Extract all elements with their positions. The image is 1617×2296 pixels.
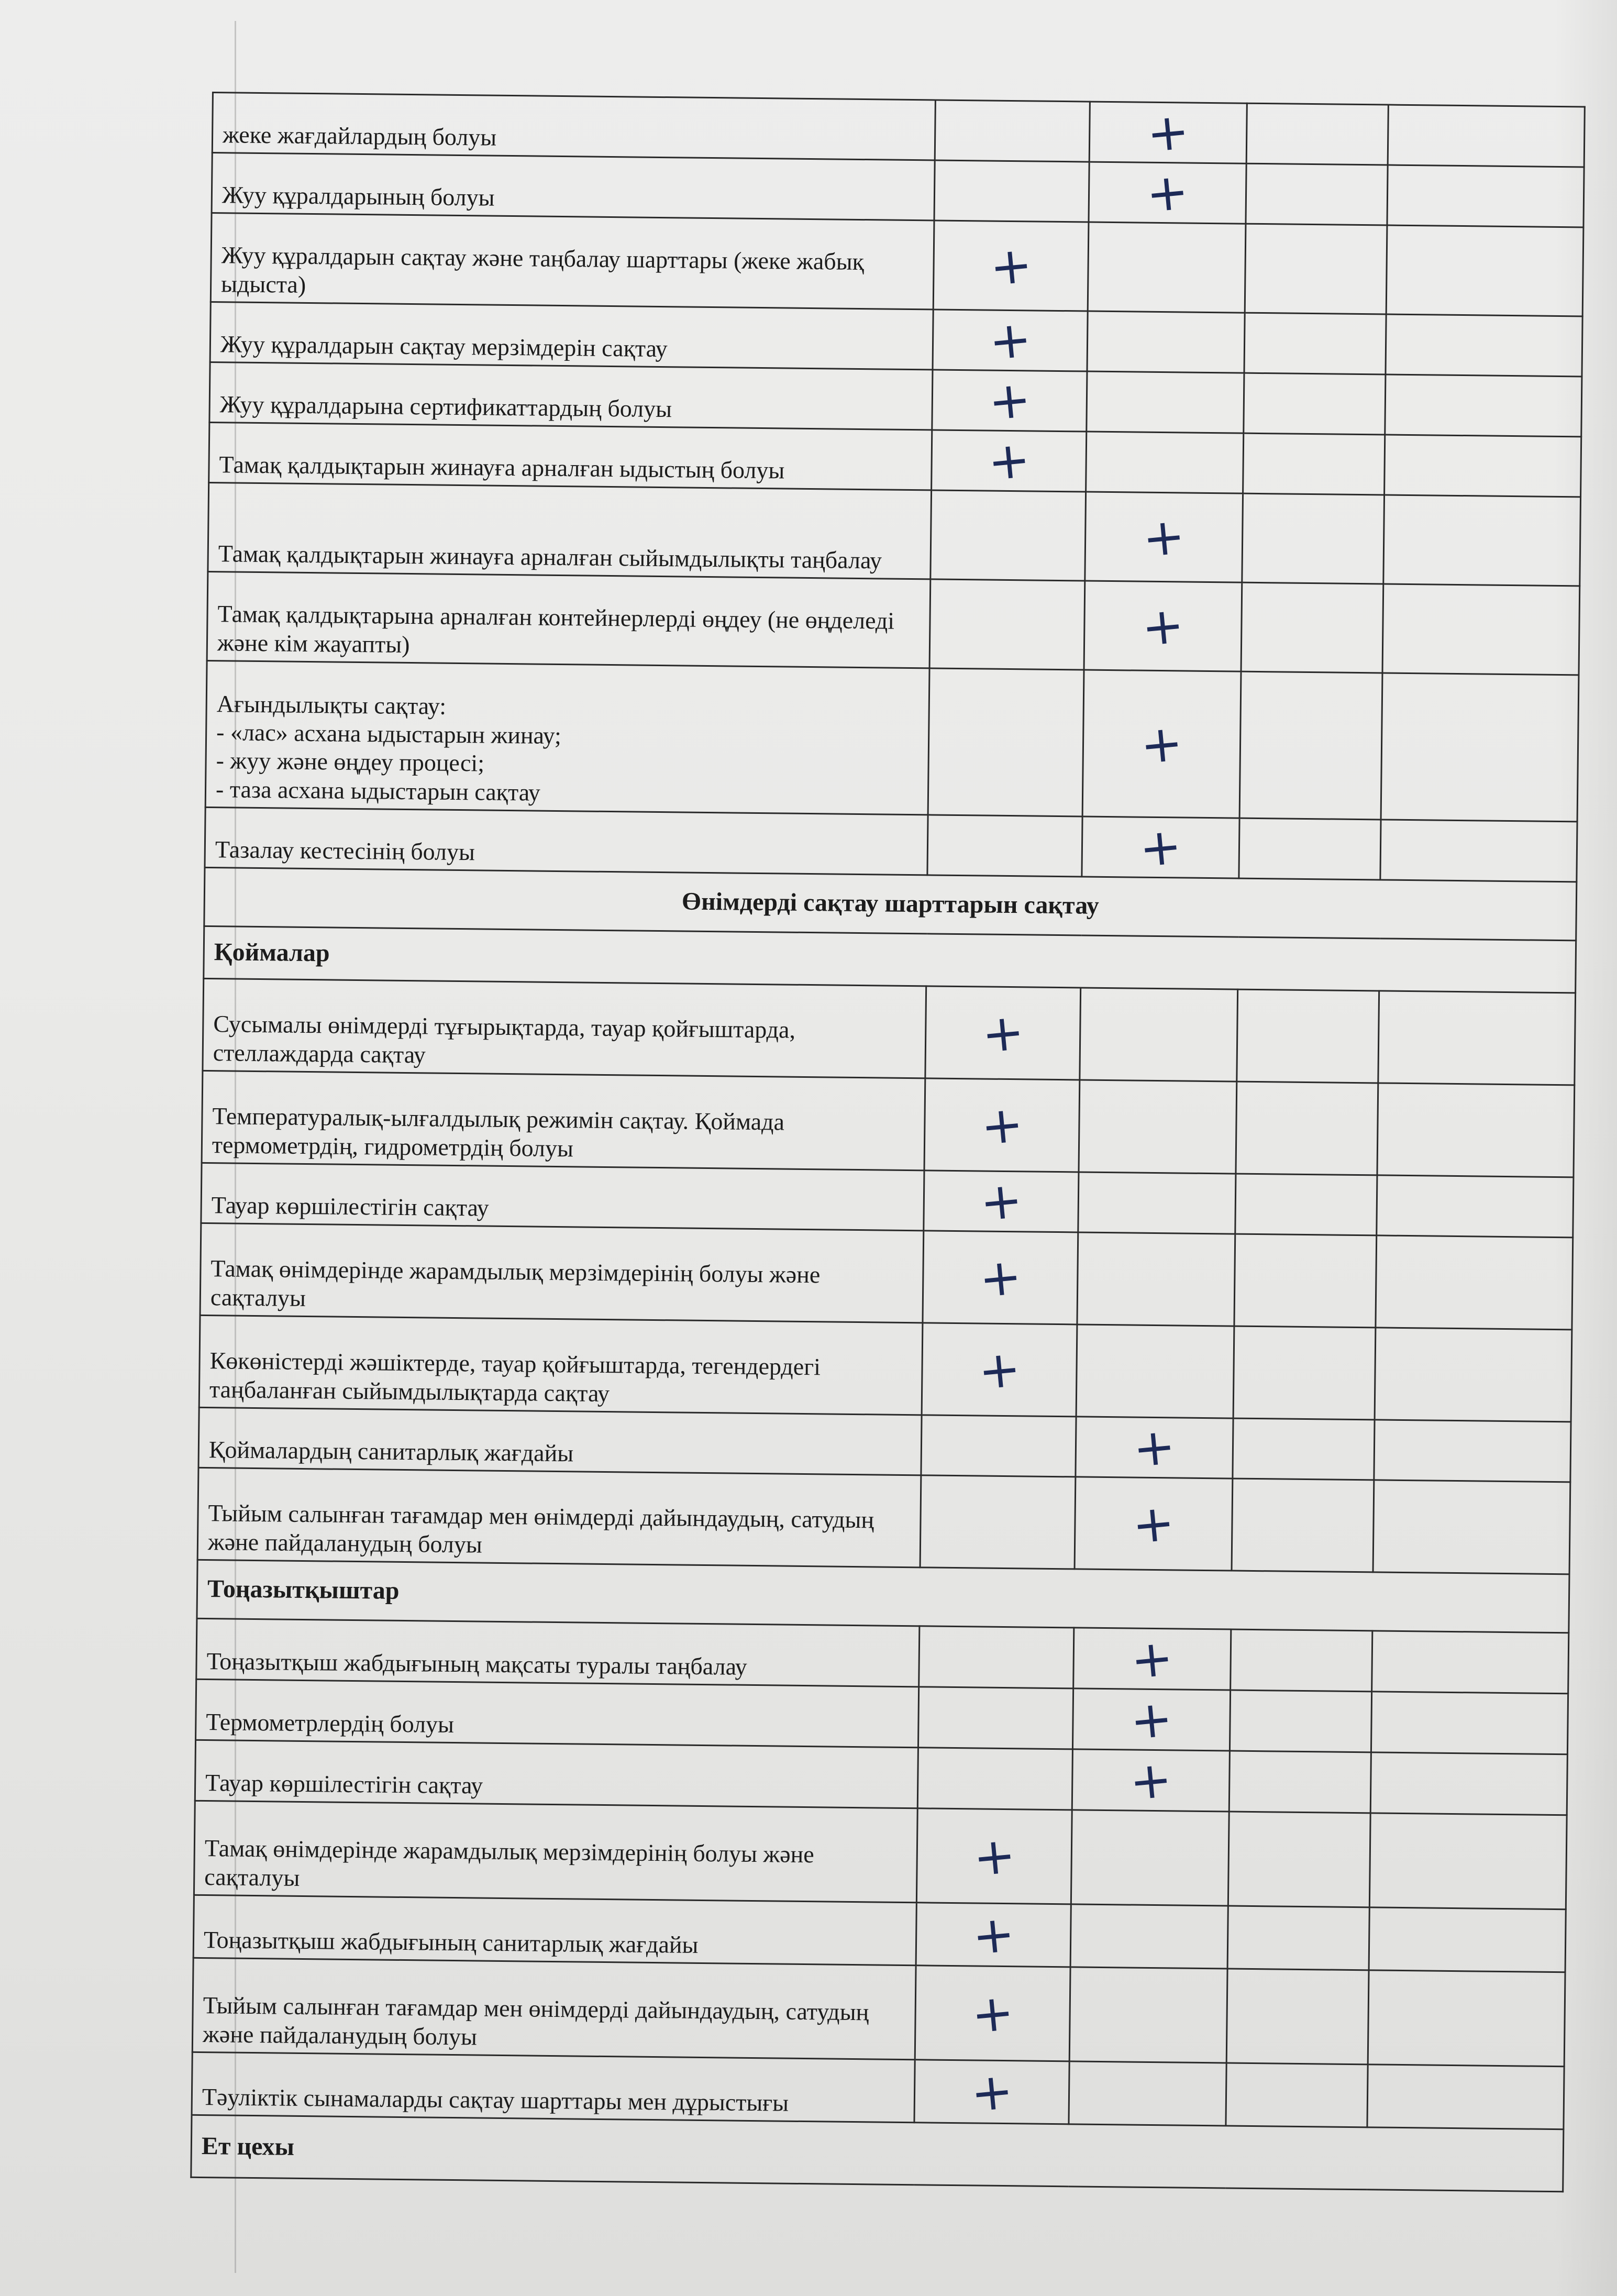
criterion-label: Тауар көршілестігін сақтау	[195, 1740, 918, 1808]
check-mark-cell	[1370, 1752, 1567, 1815]
criterion-label: Тәуліктік сынамаларды сақтау шарттары мен дұрыстығы	[192, 2052, 915, 2122]
check-mark-cell: +	[1072, 1688, 1230, 1751]
check-mark-cell	[1388, 105, 1585, 167]
check-mark-cell: +	[933, 310, 1088, 371]
table-row	[203, 978, 1576, 1085]
check-mark-cell	[1369, 1813, 1567, 1909]
check-mark-cell	[1236, 1081, 1378, 1175]
check-mark-cell	[1229, 1751, 1371, 1813]
check-mark-cell: +	[914, 2060, 1069, 2124]
check-mark-cell	[1226, 2063, 1368, 2127]
check-mark-cell	[1231, 1629, 1372, 1692]
criterion-label: Тауар көршілестігін сақтау	[201, 1163, 924, 1230]
check-mark-cell	[1230, 1690, 1371, 1752]
table-row	[197, 1467, 1570, 1574]
check-mark-cell	[1378, 991, 1576, 1085]
check-mark-cell	[1234, 1234, 1377, 1328]
check-mark-cell	[1078, 1172, 1236, 1234]
check-mark-cell	[1241, 582, 1383, 673]
criterion-label: Жуу құралдарының болуы	[212, 153, 935, 220]
criterion-label: Тыйым салынған тағамдар мен өнімдерді дайындаудың, сатудың және пайдаланудың болуы	[197, 1467, 921, 1567]
table-row	[207, 571, 1580, 675]
check-mark-cell	[917, 1748, 1072, 1810]
check-mark-cell	[1386, 225, 1583, 316]
criterion-label: Жуу құралдарына сертификаттардың болуы	[209, 362, 933, 429]
check-mark-cell	[1244, 313, 1386, 374]
check-mark-cell	[1245, 224, 1387, 314]
check-mark-cell	[1371, 1692, 1568, 1754]
criterion-label: Тамақ өнімдерінде жарамдылық мерзімдерінің болуы және сақталуы	[194, 1801, 917, 1902]
check-mark-cell: +	[1084, 581, 1242, 671]
criterion-label: Тоңазытқыш жабдығының мақсаты туралы таңбалау	[196, 1618, 920, 1686]
check-mark-cell	[1239, 818, 1381, 880]
check-mark-cell: +	[1089, 162, 1246, 224]
check-mark-cell	[921, 1415, 1076, 1477]
check-mark-cell	[1367, 2065, 1564, 2129]
criterion-label: Тоңазытқыш жабдығының санитарлық жағдайы	[193, 1895, 916, 1965]
flow-item: - таза асхана ыдыстарын сақтау	[215, 775, 541, 806]
check-mark-cell	[1226, 1969, 1369, 2065]
check-mark-cell	[1385, 374, 1582, 437]
check-mark-cell	[1381, 673, 1579, 822]
criterion-label: Тамақ қалдықтарын жинауға арналған ыдыстың болуы	[209, 422, 932, 490]
table-row	[211, 213, 1583, 316]
check-mark-cell	[1368, 1970, 1565, 2067]
flow-item: - «лас» асхана ыдыстарын жинау;	[216, 719, 562, 749]
check-mark-cell	[1088, 222, 1246, 313]
criterion-label: Температуралық-ылғалдылық режимін сақтау. Қоймада термометрдің, гидрометрдің болуы	[202, 1070, 925, 1170]
check-mark-cell: +	[924, 1078, 1080, 1172]
check-mark-cell	[920, 1475, 1076, 1569]
inspection-checklist-table	[190, 92, 1586, 2192]
flow-title: Ағындылықты сақтау:	[216, 690, 447, 720]
check-mark-cell	[1377, 1175, 1574, 1238]
table-row-flow	[205, 660, 1579, 821]
check-mark-cell: +	[923, 1231, 1078, 1324]
check-mark-cell: +	[1075, 1477, 1233, 1571]
criterion-label: Тазалау кестесінің болуы	[205, 807, 928, 875]
check-mark-cell	[931, 490, 1086, 581]
criterion-label: жеке жағдайлардың болуы	[212, 93, 935, 160]
check-mark-cell: +	[932, 430, 1087, 492]
check-mark-cell: +	[933, 220, 1089, 311]
check-mark-cell: +	[924, 1171, 1079, 1232]
check-mark-cell: +	[925, 986, 1081, 1080]
check-mark-cell	[1079, 1080, 1237, 1174]
check-mark-cell: +	[922, 1323, 1077, 1417]
check-mark-cell	[1237, 989, 1379, 1083]
check-mark-cell	[1246, 103, 1388, 165]
check-mark-cell: +	[1082, 816, 1239, 878]
checklist-body	[191, 93, 1585, 2192]
criterion-label: Жуу құралдарын сақтау мерзімдерін сақтау	[210, 302, 933, 369]
check-mark-cell	[1386, 314, 1582, 377]
check-mark-cell	[1227, 1906, 1369, 1970]
check-mark-cell	[927, 815, 1082, 877]
check-mark-cell	[1069, 2061, 1226, 2126]
check-mark-cell	[1233, 1326, 1376, 1420]
storage-title: Қоймалар	[204, 926, 1576, 992]
check-mark-cell	[934, 160, 1089, 222]
check-mark-cell	[919, 1626, 1074, 1688]
check-mark-cell	[1243, 433, 1385, 495]
table-row	[202, 1070, 1575, 1177]
check-mark-cell	[1369, 1907, 1566, 1972]
check-mark-cell	[1380, 820, 1577, 882]
check-mark-cell	[1376, 1235, 1573, 1330]
check-mark-cell: +	[916, 1903, 1071, 1967]
criterion-label: Тыйым салынған тағамдар мен өнімдерді дайындаудың, сатудың және пайдаланудың болуы	[192, 1958, 916, 2059]
table-row	[194, 1801, 1567, 1909]
check-mark-cell	[1246, 163, 1388, 225]
check-mark-cell	[1373, 1480, 1570, 1574]
criterion-label: Тамақ қалдықтарын жинауға арналған сыйымдылықты таңбалау	[208, 482, 932, 579]
criterion-label: Тамақ қалдықтарына арналған контейнерлерді өңдеу (не өңделеді және кім жауапты)	[207, 571, 931, 668]
check-mark-cell	[1383, 495, 1581, 586]
check-mark-cell	[1377, 1083, 1575, 1177]
criterion-label: Сусымалы өнімдерді тұғырықтарда, тауар қойғыштарда, стеллаждарда сақтау	[203, 978, 926, 1078]
check-mark-cell: +	[1085, 492, 1243, 582]
table-row	[200, 1223, 1573, 1329]
check-mark-cell	[1375, 1328, 1572, 1422]
check-mark-cell	[1077, 1232, 1235, 1326]
check-mark-cell	[1244, 373, 1386, 435]
check-mark-cell	[1070, 1904, 1228, 1969]
meat-shop-title: Ет цехы	[191, 2115, 1564, 2191]
check-mark-cell	[1235, 1174, 1377, 1235]
fridge-title: Тоңазытқыштар	[197, 1560, 1569, 1632]
criterion-label: Тамақ өнімдерінде жарамдылық мерзімдерінің болуы және сақталуы	[200, 1223, 924, 1322]
check-mark-cell: +	[916, 1808, 1072, 1904]
criterion-label: Термометрлердің болуы	[196, 1679, 919, 1747]
flow-item: - жуу және өңдеу процесі;	[216, 747, 485, 777]
check-mark-cell	[1387, 165, 1584, 227]
check-mark-cell	[1086, 432, 1244, 493]
check-mark-cell	[1232, 1478, 1374, 1572]
check-mark-cell	[928, 668, 1084, 816]
check-mark-cell	[1087, 311, 1245, 373]
check-mark-cell	[1080, 988, 1238, 1081]
check-mark-cell: +	[1089, 102, 1247, 163]
check-mark-cell	[935, 100, 1090, 162]
criterion-label: Қоймалардың санитарлық жағдайы	[198, 1407, 922, 1475]
check-mark-cell	[1242, 493, 1385, 584]
table-row	[192, 1958, 1565, 2066]
section-title: Өнімдерді сақтау шарттарын сақтау	[204, 867, 1577, 940]
check-mark-cell	[1087, 371, 1244, 433]
check-mark-cell: +	[932, 370, 1087, 432]
check-mark-cell: +	[1082, 670, 1241, 818]
check-mark-cell	[918, 1687, 1073, 1749]
criterion-label: Жуу құралдарын сақтау және таңбалау шарттары (жеке жабық ыдыста)	[211, 213, 934, 310]
table-row	[199, 1315, 1572, 1421]
check-mark-cell	[1374, 1420, 1571, 1482]
check-mark-cell	[1382, 584, 1580, 675]
criterion-label: Көкөністерді жәшіктерде, тауар қойғыштарда, тегендердегі таңбаланған сыйымдылықтарда сақтау	[199, 1315, 923, 1415]
check-mark-cell	[1385, 435, 1581, 497]
check-mark-cell: +	[915, 1966, 1070, 2061]
check-mark-cell	[1076, 1324, 1234, 1418]
flow-criterion	[205, 660, 929, 814]
check-mark-cell	[1228, 1812, 1370, 1907]
check-mark-cell	[1239, 671, 1382, 820]
check-mark-cell	[1372, 1631, 1569, 1694]
check-mark-cell: +	[1073, 1628, 1231, 1690]
check-mark-cell	[929, 579, 1085, 670]
table-row	[208, 482, 1581, 586]
check-mark-cell: +	[1076, 1417, 1233, 1478]
check-mark-cell	[1069, 1967, 1227, 2063]
check-mark-cell	[1071, 1810, 1229, 1906]
check-mark-cell	[1233, 1418, 1375, 1480]
check-mark-cell: +	[1072, 1749, 1230, 1812]
